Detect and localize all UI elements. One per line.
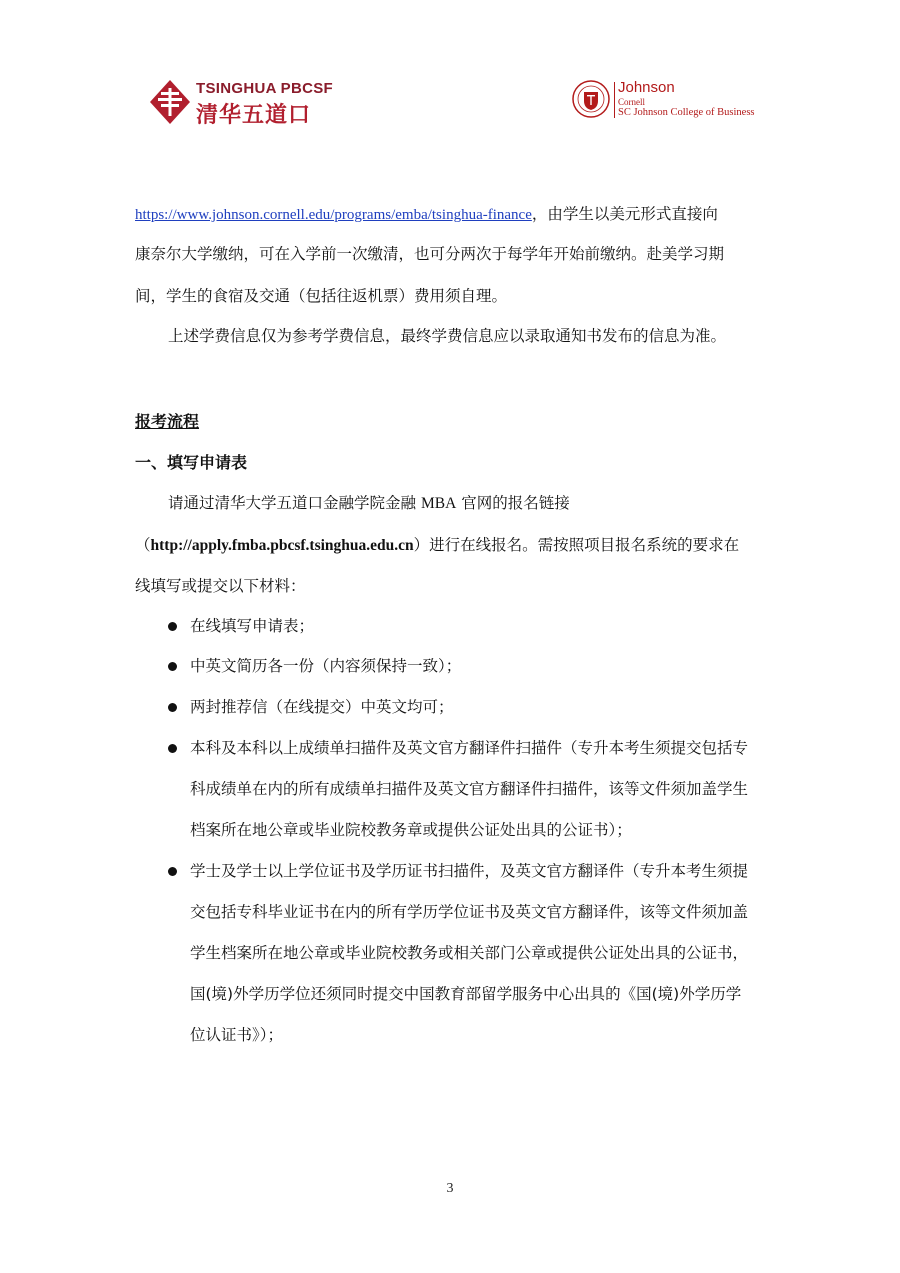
bullet-dot <box>168 662 177 671</box>
list-item-continuation: 交包括专科毕业证书在内的所有学历学位证书及英文官方翻译件，该等文件须加盖 <box>190 903 749 921</box>
list-item: 中英文简历各一份（内容须保持一致）； <box>190 657 462 675</box>
list-item-continuation: 国(境)外学历学位还须同时提交中国教育部留学服务中心出具的《国(境)外学历学 <box>190 985 742 1003</box>
bullet-dot <box>168 622 177 631</box>
logo-divider <box>614 82 615 118</box>
johnson-wordmark: Johnson <box>618 79 675 96</box>
paragraph-1-line-1-text: ，由学生以美元形式直接向 <box>531 205 718 223</box>
apply-link-line <box>135 534 739 557</box>
page-number: 3 <box>446 1181 454 1196</box>
paragraph-1-line-3: 间，学生的食宿及交通（包括往返机票）费用须自理。 <box>135 287 508 305</box>
apply-line-2: 线填写或提交以下材料： <box>135 577 306 595</box>
step-1-intro-a: 请通过清华大学五道口金融学院金融 <box>168 494 417 512</box>
apply-open-paren: （ <box>135 536 151 554</box>
tsinghua-logo-english: TSINGHUA PBCSF <box>196 80 333 97</box>
apply-url-link[interactable]: http://apply.fmba.pbcsf.tsinghua.edu.cn <box>150 537 414 554</box>
bullet-dot <box>168 703 177 712</box>
cornell-seal-icon <box>572 80 610 118</box>
list-item-continuation: 档案所在地公章或毕业院校教务章或提供公证处出具的公证书）； <box>190 821 632 839</box>
list-item: 在线填写申请表； <box>190 617 315 635</box>
paragraph-2: 上述学费信息仅为参考学费信息，最终学费信息应以录取通知书发布的信息为准。 <box>168 327 727 345</box>
list-item: 两封推荐信（在线提交）中英文均可； <box>190 698 454 716</box>
college-wordmark: SC Johnson College of Business <box>618 107 755 118</box>
step-1-intro-b: 官网的报名链接 <box>461 494 570 512</box>
bullet-dot <box>168 867 177 876</box>
step-1-title: 一、填写申请表 <box>135 453 248 472</box>
cornell-wordmark: Cornell <box>618 97 645 107</box>
paragraph-1-line-2: 康奈尔大学缴纳，可在入学前一次缴清，也可分两次于每学年开始前缴纳。赴美学习期 <box>135 245 725 263</box>
list-item: 学士及学士以上学位证书及学历证书扫描件，及英文官方翻译件（专升本考生须提 <box>190 862 749 880</box>
johnson-program-link[interactable]: https://www.johnson.cornell.edu/programs/emba/tsinghua-finance <box>135 207 532 223</box>
step-1-intro <box>168 492 570 515</box>
step-1-intro-mba: MBA <box>420 495 457 512</box>
paragraph-1-line-1 <box>135 203 718 226</box>
apply-link-rest: ）进行在线报名。需按照项目报名系统的要求在 <box>413 536 740 554</box>
tsinghua-pbcsf-emblem-icon <box>150 80 190 124</box>
tsinghua-logo-chinese: 清华五道口 <box>196 103 312 128</box>
johnson-cornell-logo <box>572 80 782 122</box>
list-item-continuation: 学生档案所在地公章或毕业院校教务或相关部门公章或提供公证处出具的公证书， <box>190 944 749 962</box>
tsinghua-pbcsf-logo <box>150 78 333 128</box>
section-title: 报考流程 <box>135 412 200 431</box>
list-item: 本科及本科以上成绩单扫描件及英文官方翻译件扫描件（专升本考生须提交包括专 <box>190 739 749 757</box>
list-item-continuation: 科成绩单在内的所有成绩单扫描件及英文官方翻译件扫描件，该等文件须加盖学生 <box>190 780 749 798</box>
bullet-dot <box>168 744 177 753</box>
list-item-continuation: 位认证书》）； <box>190 1026 284 1044</box>
